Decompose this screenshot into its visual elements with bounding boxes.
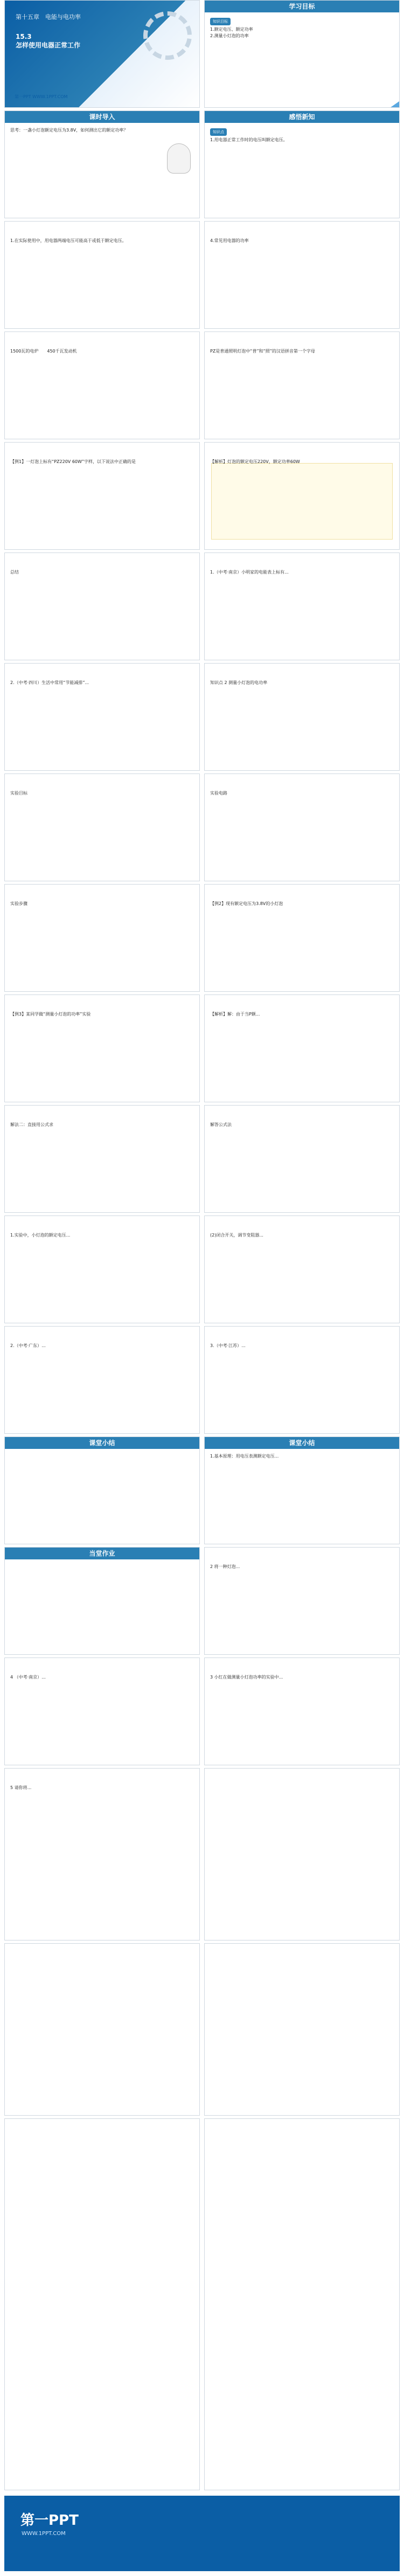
slide-body: 总结 (10, 570, 19, 575)
slide-banner: 学习目标 (205, 1, 399, 12)
slide-6 (204, 221, 400, 329)
pencil-icon (380, 99, 400, 108)
slide-banner: 感悟新知 (205, 111, 399, 123)
slide-body: 3.（中考·江苏）... (210, 1343, 246, 1348)
knowledge-chip: 知识点 (210, 128, 227, 136)
slide-body (210, 17, 394, 39)
goal-item-2: 2.测量小灯泡的功率 (210, 33, 249, 38)
knowledge-text: 1.用电器正常工作时的电压叫额定电压。 (210, 137, 288, 142)
chapter-label: 第十五章 电能与电功率 (16, 13, 81, 20)
slide-intro (4, 111, 200, 218)
slide-37 (4, 2118, 200, 2490)
brand-name: 第一PPT (15, 94, 31, 99)
slide-new-knowledge (204, 111, 400, 218)
slide-35 (4, 1943, 200, 2116)
slide-goals (204, 0, 400, 108)
slide-36 (204, 1943, 400, 2116)
slide-banner: 课时导入 (5, 111, 199, 123)
slide-body: 实验步骤 (10, 901, 27, 906)
slide-34 (204, 1768, 400, 1940)
slide-title (4, 0, 200, 108)
slide-30 (204, 1547, 400, 1655)
slide-9 (4, 442, 200, 550)
goal-chip: 知识目标 (210, 18, 231, 25)
lesson-name: 怎样使用电器正常工作 (16, 42, 81, 49)
slide-body: 【例3】某同学做“测量小灯泡的功率”实验 (10, 1012, 91, 1017)
slide-body: 4.常见用电器的功率 (210, 238, 249, 243)
slide-banner: 课堂小结 (205, 1437, 399, 1449)
slide-18 (204, 884, 400, 992)
slide-body: 知识点 2 测量小灯泡的电功率 (210, 680, 268, 685)
slide-body: 解法二：直接用公式求 (10, 1122, 53, 1127)
slide-11 (4, 553, 200, 660)
goal-item-1: 1.额定电压、额定功率 (210, 27, 253, 32)
lesson-number: 15.3 (16, 33, 32, 40)
footer-banner (4, 2496, 400, 2571)
slide-5 (4, 221, 200, 329)
slide-body: 1.实验中，小灯泡的额定电压... (10, 1233, 71, 1238)
lesson-title (16, 33, 80, 50)
slide-body: PZ是普通照明灯泡中“普”和“照”的汉语拼音第一个字母 (210, 349, 315, 354)
slide-16 (204, 774, 400, 881)
slide-38 (204, 2118, 400, 2490)
slide-8 (204, 332, 400, 439)
slide-25 (4, 1326, 200, 1434)
brand-line (15, 94, 67, 100)
slide-body: 5 请你将... (10, 1785, 32, 1790)
slide-10 (204, 442, 400, 550)
slide-body: 2 将一种灯泡... (210, 1564, 240, 1569)
slide-body: 解答公式法 (210, 1122, 232, 1127)
footer-brand-name: 第一PPT (20, 2512, 79, 2529)
slide-19 (4, 995, 200, 1102)
slide-13 (4, 663, 200, 771)
slide-17 (4, 884, 200, 992)
slide-body: 实验电路 (210, 791, 227, 796)
slide-banner: 课堂小结 (5, 1437, 199, 1449)
slide-body: (2)闭合开关，调节变阻器... (210, 1233, 263, 1238)
slide-body: 【例1】一灯泡上标有“PZ220V 60W”字样，以下说法中正确的是 (10, 459, 136, 464)
slide-29 (4, 1547, 200, 1655)
slide-body (210, 127, 394, 143)
slide-body: 思考：一盏小灯泡额定电压为3.8V，如何测出它的额定功率？ (10, 128, 128, 133)
footer-brand-url: WWW.1PPT.COM (22, 2531, 66, 2537)
slide-27 (4, 1437, 200, 1544)
slide-28 (204, 1437, 400, 1544)
slide-14 (204, 663, 400, 771)
bulb-icon (167, 143, 191, 174)
slide-15 (4, 774, 200, 881)
slide-body: 1.（中考·南京）小明家的电能表上标有... (210, 570, 289, 575)
slide-body: 1.在实际使用中，用电器两端电压可能高于或低于额定电压。 (10, 238, 127, 243)
slide-32 (204, 1658, 400, 1765)
slide-21 (4, 1105, 200, 1213)
slide-body: 【解析】灯泡的额定电压220V，额定功率60W (210, 459, 300, 464)
slide-7 (4, 332, 200, 439)
slide-31 (4, 1658, 200, 1765)
slide-banner: 当堂作业 (5, 1548, 199, 1559)
slide-body: 【例2】现有额定电压为3.8V的小灯泡 (210, 901, 283, 906)
slide-24 (204, 1216, 400, 1323)
slide-body: 4 （中考·南京）... (10, 1675, 46, 1680)
slide-12 (204, 553, 400, 660)
slide-body: 1500瓦的电炉 450千瓦发动机 (10, 349, 77, 354)
slide-body: 实验目标 (10, 791, 27, 796)
slide-body: 3 小红在做测量小灯泡功率的实验中... (210, 1675, 283, 1680)
slide-body: 1.基本原理：用电压表测额定电压... (210, 1454, 279, 1459)
explanation-panel (211, 463, 393, 540)
slide-26 (204, 1326, 400, 1434)
slide-33 (4, 1768, 200, 1940)
slide-22 (204, 1105, 400, 1213)
slide-23 (4, 1216, 200, 1323)
slide-20 (204, 995, 400, 1102)
slide-body: 2.（中考·四川）生活中常用“节能减排”... (10, 680, 89, 685)
gear-icon (143, 11, 192, 60)
slide-body: 【解析】解：由于当P额... (210, 1012, 260, 1017)
brand-url: WWW.1PPT.COM (32, 94, 68, 99)
slide-body: 2.（中考·广东）... (10, 1343, 46, 1348)
